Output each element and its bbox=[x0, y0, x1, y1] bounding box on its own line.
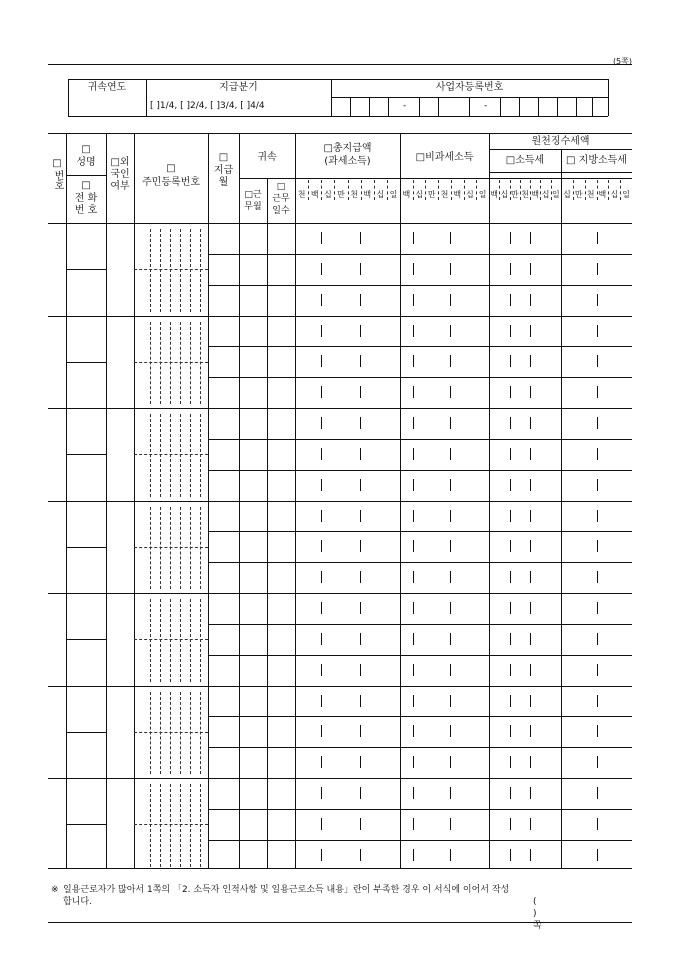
amount-separator-tick bbox=[450, 818, 451, 830]
amount-separator-tick bbox=[510, 756, 511, 768]
amount-separator-tick bbox=[321, 325, 322, 337]
amount-separator-tick bbox=[413, 355, 414, 367]
amount-separator-tick bbox=[360, 294, 361, 306]
amount-separator-tick bbox=[360, 232, 361, 244]
resident-id-digit-line bbox=[200, 507, 201, 590]
amount-separator-tick bbox=[450, 417, 451, 429]
quarter-options[interactable]: [ ]1/4, [ ]2/4, [ ]3/4, [ ]4/4 bbox=[150, 101, 265, 111]
amount-separator-tick bbox=[413, 849, 414, 861]
amount-separator-tick bbox=[413, 540, 414, 552]
footnote-star: ※ bbox=[51, 885, 59, 895]
digit-label-income-tax: 십 bbox=[500, 190, 509, 199]
amount-separator-tick bbox=[450, 664, 451, 676]
table-row-separator bbox=[48, 316, 632, 317]
resident-id-split bbox=[134, 362, 208, 363]
amount-separator-tick bbox=[360, 325, 361, 337]
amount-separator-tick bbox=[510, 540, 511, 552]
amount-separator-tick bbox=[597, 787, 598, 799]
workmonth-label-1: □근 bbox=[244, 190, 262, 200]
amount-separator-tick bbox=[510, 787, 511, 799]
amount-separator-tick bbox=[321, 818, 322, 830]
resident-id-digit-line bbox=[200, 599, 201, 682]
number-label: 번호 bbox=[52, 170, 63, 190]
paymonth-checkbox: □ bbox=[218, 152, 229, 163]
sub-row-line bbox=[208, 531, 632, 532]
paymonth-label-1: 지급 bbox=[213, 165, 234, 176]
digit-label-total-pay: 백 bbox=[363, 190, 372, 199]
resident-id-digit-line bbox=[200, 414, 201, 497]
name-phone-split bbox=[66, 732, 106, 733]
amount-separator-tick bbox=[413, 263, 414, 275]
biz-reg-dash-2: - bbox=[484, 101, 488, 111]
amount-separator-tick bbox=[413, 325, 414, 337]
amount-separator-tick bbox=[321, 294, 322, 306]
biz-reg-dash-1: - bbox=[403, 101, 407, 111]
amount-separator-tick bbox=[450, 325, 451, 337]
resident-id-split bbox=[134, 824, 208, 825]
amount-separator-tick bbox=[360, 849, 361, 861]
amount-separator-tick bbox=[321, 633, 322, 645]
resident-id-digit-line bbox=[180, 599, 181, 682]
local-tax-label: □ 지방소득세 bbox=[566, 155, 627, 166]
foreign-label-1 bbox=[106, 157, 134, 169]
amount-separator-tick bbox=[360, 448, 361, 460]
digit-label-local-tax: 십 bbox=[563, 190, 571, 199]
digit-label-nontax: 천 bbox=[440, 190, 449, 199]
amount-separator-tick bbox=[597, 633, 598, 645]
total-pay-label-2: (과세소득) bbox=[324, 156, 371, 167]
resident-id-digit-line bbox=[150, 322, 151, 405]
amount-separator-tick bbox=[321, 540, 322, 552]
digit-label-local-tax: 만 bbox=[574, 190, 583, 199]
table-row-separator bbox=[48, 593, 632, 594]
amount-separator-tick bbox=[530, 787, 531, 799]
digit-label-total-pay: 만 bbox=[337, 190, 345, 199]
workmonth-label-2: 무월 bbox=[244, 202, 262, 212]
amount-separator-tick bbox=[321, 263, 322, 275]
resident-id-digit-line bbox=[170, 414, 171, 497]
resident-id-digit-line bbox=[150, 599, 151, 682]
resident-id-label: 주민등록번호 bbox=[142, 177, 200, 188]
foreign-label-3: 여부 bbox=[110, 181, 130, 192]
resident-id-digit-line bbox=[200, 229, 201, 312]
amount-separator-tick bbox=[413, 232, 414, 244]
amount-separator-tick bbox=[510, 386, 511, 398]
amount-separator-tick bbox=[597, 849, 598, 861]
amount-separator-tick bbox=[597, 571, 598, 583]
amount-separator-tick bbox=[510, 325, 511, 337]
amount-separator-tick bbox=[360, 263, 361, 275]
amount-separator-tick bbox=[597, 232, 598, 244]
amount-separator-tick bbox=[510, 232, 511, 244]
resident-id-digit-line bbox=[150, 414, 151, 497]
amount-separator-tick bbox=[597, 695, 598, 707]
amount-separator-tick bbox=[360, 386, 361, 398]
resident-id-digit-line bbox=[170, 784, 171, 867]
resident-id-split bbox=[134, 639, 208, 640]
amount-separator-tick bbox=[413, 695, 414, 707]
amount-separator-tick bbox=[450, 232, 451, 244]
sub-row-line bbox=[208, 470, 632, 471]
name-phone-split bbox=[66, 824, 106, 825]
amount-separator-tick bbox=[597, 602, 598, 614]
foreign-label-2: 국인 bbox=[110, 169, 130, 180]
amount-separator-tick bbox=[321, 386, 322, 398]
nontax-label: □비과세소득 bbox=[415, 152, 474, 163]
resident-id-digit-line bbox=[180, 414, 181, 497]
digit-label-income-tax: 십 bbox=[541, 190, 550, 199]
resident-id-digit-line bbox=[190, 507, 191, 590]
income-tax-label: □소득세 bbox=[505, 155, 545, 166]
foreign-checkbox: □ bbox=[110, 157, 120, 168]
name-phone-split bbox=[66, 362, 106, 363]
resident-id-digit-line bbox=[180, 507, 181, 590]
table-row-separator bbox=[48, 501, 632, 502]
digit-label-total-pay: 십 bbox=[376, 190, 385, 199]
page-number: (5쪽) bbox=[612, 57, 632, 66]
digit-label-total-pay: 천 bbox=[297, 190, 306, 199]
resident-id-digit-line bbox=[160, 229, 161, 312]
amount-separator-tick bbox=[321, 695, 322, 707]
amount-separator-tick bbox=[597, 417, 598, 429]
resident-id-digit-line bbox=[180, 229, 181, 312]
amount-separator-tick bbox=[510, 664, 511, 676]
resident-id-digit-line bbox=[200, 692, 201, 775]
amount-separator-tick bbox=[450, 355, 451, 367]
resident-id-digit-line bbox=[190, 229, 191, 312]
amount-separator-tick bbox=[510, 355, 511, 367]
sub-row-line bbox=[208, 562, 632, 563]
amount-separator-tick bbox=[510, 695, 511, 707]
amount-separator-tick bbox=[597, 818, 598, 830]
amount-separator-tick bbox=[321, 355, 322, 367]
amount-separator-tick bbox=[530, 355, 531, 367]
digit-label-income-tax: 백 bbox=[490, 190, 498, 199]
amount-separator-tick bbox=[360, 787, 361, 799]
resident-id-digit-line bbox=[170, 599, 171, 682]
amount-separator-tick bbox=[597, 355, 598, 367]
phone-label-1: 전 화 bbox=[74, 193, 98, 204]
sub-row-line bbox=[208, 439, 632, 440]
amount-separator-tick bbox=[597, 294, 598, 306]
amount-separator-tick bbox=[530, 664, 531, 676]
resident-id-digit-line bbox=[180, 784, 181, 867]
amount-separator-tick bbox=[321, 756, 322, 768]
digit-label-income-tax: 일 bbox=[551, 190, 560, 199]
resident-id-split bbox=[134, 454, 208, 455]
table-row-separator bbox=[48, 408, 632, 409]
number-header bbox=[48, 158, 66, 194]
resident-id-digit-line bbox=[160, 414, 161, 497]
amount-separator-tick bbox=[530, 325, 531, 337]
resident-id-split bbox=[134, 269, 208, 270]
digit-label-income-tax: 백 bbox=[531, 190, 540, 199]
amount-separator-tick bbox=[450, 448, 451, 460]
amount-separator-tick bbox=[450, 571, 451, 583]
resident-id-digit-line bbox=[150, 507, 151, 590]
amount-separator-tick bbox=[510, 571, 511, 583]
resident-id-digit-line bbox=[180, 692, 181, 775]
amount-separator-tick bbox=[450, 602, 451, 614]
amount-separator-tick bbox=[413, 664, 414, 676]
phone-label-2: 번 호 bbox=[74, 205, 98, 216]
amount-separator-tick bbox=[450, 479, 451, 491]
sub-row-line bbox=[208, 655, 632, 656]
amount-separator-tick bbox=[510, 633, 511, 645]
amount-separator-tick bbox=[360, 664, 361, 676]
amount-separator-tick bbox=[450, 756, 451, 768]
paymonth-label-2: 월 bbox=[218, 177, 229, 188]
amount-separator-tick bbox=[360, 756, 361, 768]
withholding-label: 원천징수세액 bbox=[531, 136, 590, 147]
year-label: 귀속연도 bbox=[87, 82, 127, 93]
digit-label-total-pay: 십 bbox=[323, 190, 332, 199]
digit-label-nontax: 백 bbox=[453, 190, 462, 199]
amount-separator-tick bbox=[321, 787, 322, 799]
amount-separator-tick bbox=[510, 725, 511, 737]
amount-separator-tick bbox=[450, 695, 451, 707]
amount-separator-tick bbox=[510, 479, 511, 491]
workdays-label-1: 근무 bbox=[272, 194, 290, 204]
table-row-separator bbox=[48, 686, 632, 687]
sub-row-line bbox=[208, 840, 632, 841]
amount-separator-tick bbox=[530, 849, 531, 861]
amount-separator-tick bbox=[413, 448, 414, 460]
amount-separator-tick bbox=[321, 664, 322, 676]
amount-separator-tick bbox=[413, 479, 414, 491]
amount-separator-tick bbox=[321, 602, 322, 614]
sub-row-line bbox=[208, 285, 632, 286]
amount-separator-tick bbox=[360, 540, 361, 552]
sub-row-line bbox=[208, 377, 632, 378]
amount-separator-tick bbox=[321, 232, 322, 244]
amount-separator-tick bbox=[530, 818, 531, 830]
footnote-line-2: 합니다. bbox=[63, 897, 92, 907]
amount-separator-tick bbox=[450, 849, 451, 861]
number-checkbox: □ bbox=[52, 158, 62, 169]
resident-id-digit-line bbox=[160, 784, 161, 867]
amount-separator-tick bbox=[597, 510, 598, 522]
amount-separator-tick bbox=[413, 818, 414, 830]
amount-separator-tick bbox=[450, 510, 451, 522]
resident-id-digit-line bbox=[190, 784, 191, 867]
sub-row-line bbox=[208, 747, 632, 748]
name-label: 성명 bbox=[76, 157, 96, 168]
resident-id-digit-line bbox=[150, 229, 151, 312]
sub-row-line bbox=[208, 716, 632, 717]
resident-id-digit-line bbox=[190, 414, 191, 497]
digit-label-income-tax: 만 bbox=[510, 190, 519, 199]
amount-separator-tick bbox=[597, 325, 598, 337]
sub-row-line bbox=[208, 809, 632, 810]
amount-separator-tick bbox=[321, 417, 322, 429]
amount-separator-tick bbox=[597, 725, 598, 737]
amount-separator-tick bbox=[530, 756, 531, 768]
amount-separator-tick bbox=[413, 417, 414, 429]
name-phone-split bbox=[66, 454, 106, 455]
amount-separator-tick bbox=[510, 417, 511, 429]
amount-separator-tick bbox=[360, 510, 361, 522]
quarter-label: 지급분기 bbox=[219, 82, 258, 93]
amount-separator-tick bbox=[413, 725, 414, 737]
amount-separator-tick bbox=[597, 386, 598, 398]
amount-separator-tick bbox=[321, 479, 322, 491]
amount-separator-tick bbox=[530, 540, 531, 552]
resident-id-digit-line bbox=[190, 322, 191, 405]
amount-separator-tick bbox=[360, 355, 361, 367]
name-phone-split bbox=[66, 269, 106, 270]
amount-separator-tick bbox=[597, 756, 598, 768]
amount-separator-tick bbox=[510, 263, 511, 275]
amount-separator-tick bbox=[530, 294, 531, 306]
phone-checkbox: □ bbox=[81, 180, 91, 191]
name-phone-split bbox=[66, 639, 106, 640]
amount-separator-tick bbox=[597, 664, 598, 676]
amount-separator-tick bbox=[360, 818, 361, 830]
amount-separator-tick bbox=[413, 386, 414, 398]
amount-separator-tick bbox=[360, 633, 361, 645]
amount-separator-tick bbox=[510, 849, 511, 861]
amount-separator-tick bbox=[450, 294, 451, 306]
amount-separator-tick bbox=[321, 849, 322, 861]
amount-separator-tick bbox=[530, 386, 531, 398]
resident-id-digit-line bbox=[200, 784, 201, 867]
resident-id-digit-line bbox=[150, 784, 151, 867]
resident-id-digit-line bbox=[170, 322, 171, 405]
amount-separator-tick bbox=[360, 602, 361, 614]
digit-label-income-tax: 천 bbox=[521, 190, 529, 199]
resident-id-digit-line bbox=[170, 229, 171, 312]
sub-row-line bbox=[208, 254, 632, 255]
digit-label-local-tax: 일 bbox=[622, 190, 630, 199]
amount-separator-tick bbox=[530, 571, 531, 583]
workdays-label-2: 일수 bbox=[272, 206, 290, 216]
amount-separator-tick bbox=[413, 633, 414, 645]
resident-id-digit-line bbox=[150, 692, 151, 775]
amount-separator-tick bbox=[450, 725, 451, 737]
resident-id-digit-line bbox=[200, 322, 201, 405]
digit-label-total-pay: 백 bbox=[310, 190, 319, 199]
amount-separator-tick bbox=[530, 602, 531, 614]
digit-label-total-pay: 천 bbox=[350, 190, 358, 199]
amount-separator-tick bbox=[413, 602, 414, 614]
resident-id-digit-line bbox=[170, 507, 171, 590]
amount-separator-tick bbox=[597, 540, 598, 552]
total-pay-label-1: □총지급액 bbox=[323, 143, 372, 154]
amount-separator-tick bbox=[597, 479, 598, 491]
amount-separator-tick bbox=[360, 417, 361, 429]
amount-separator-tick bbox=[530, 263, 531, 275]
workdays-checkbox: □ bbox=[276, 182, 286, 192]
sub-row-line bbox=[208, 346, 632, 347]
footnote bbox=[51, 884, 542, 931]
amount-separator-tick bbox=[530, 232, 531, 244]
amount-separator-tick bbox=[450, 386, 451, 398]
digit-label-local-tax: 백 bbox=[598, 190, 607, 199]
digit-label-local-tax: 천 bbox=[586, 190, 595, 199]
amount-separator-tick bbox=[450, 787, 451, 799]
foreign-text-1: 외 bbox=[119, 157, 130, 168]
amount-separator-tick bbox=[510, 602, 511, 614]
digit-label-nontax: 일 bbox=[478, 190, 487, 199]
amount-separator-tick bbox=[530, 417, 531, 429]
footnote-line-1: 일용근로자가 많아서 1쪽의 「2. 소득자 인적사항 및 일용근로소득 내용」란이 부족한 경우 이 서식에 이어서 작성 bbox=[63, 885, 510, 895]
amount-separator-tick bbox=[450, 633, 451, 645]
resident-id-digit-line bbox=[160, 599, 161, 682]
amount-separator-tick bbox=[321, 448, 322, 460]
amount-separator-tick bbox=[321, 510, 322, 522]
amount-separator-tick bbox=[597, 448, 598, 460]
resident-id-split bbox=[134, 732, 208, 733]
resident-id-digit-line bbox=[160, 507, 161, 590]
amount-separator-tick bbox=[360, 571, 361, 583]
amount-separator-tick bbox=[321, 725, 322, 737]
digit-label-local-tax: 십 bbox=[610, 190, 619, 199]
amount-separator-tick bbox=[510, 510, 511, 522]
amount-separator-tick bbox=[530, 725, 531, 737]
amount-separator-tick bbox=[413, 294, 414, 306]
resident-id-digit-line bbox=[170, 692, 171, 775]
amount-separator-tick bbox=[413, 571, 414, 583]
amount-separator-tick bbox=[360, 479, 361, 491]
resident-id-digit-line bbox=[160, 322, 161, 405]
resident-id-digit-line bbox=[190, 692, 191, 775]
amount-separator-tick bbox=[413, 510, 414, 522]
amount-separator-tick bbox=[510, 294, 511, 306]
digit-label-total-pay: 일 bbox=[389, 190, 398, 199]
belong-label: 귀속 bbox=[257, 152, 277, 163]
amount-separator-tick bbox=[530, 633, 531, 645]
amount-separator-tick bbox=[450, 540, 451, 552]
amount-separator-tick bbox=[530, 510, 531, 522]
table-row-separator bbox=[48, 778, 632, 779]
name-phone-split bbox=[66, 547, 106, 548]
amount-separator-tick bbox=[360, 725, 361, 737]
digit-label-nontax: 십 bbox=[466, 190, 474, 199]
resident-id-digit-line bbox=[160, 692, 161, 775]
amount-separator-tick bbox=[321, 571, 322, 583]
digit-label-nontax: 십 bbox=[415, 190, 423, 199]
amount-separator-tick bbox=[413, 756, 414, 768]
resident-id-digit-line bbox=[190, 599, 191, 682]
footnote-page-ref: ( )쪽 bbox=[533, 897, 542, 931]
amount-separator-tick bbox=[530, 479, 531, 491]
amount-separator-tick bbox=[597, 263, 598, 275]
resident-id-split bbox=[134, 547, 208, 548]
name-checkbox: □ bbox=[81, 144, 91, 155]
sub-row-line bbox=[208, 624, 632, 625]
amount-separator-tick bbox=[510, 448, 511, 460]
amount-separator-tick bbox=[530, 448, 531, 460]
amount-separator-tick bbox=[413, 787, 414, 799]
amount-separator-tick bbox=[530, 695, 531, 707]
amount-separator-tick bbox=[450, 263, 451, 275]
biz-reg-label: 사업자등록번호 bbox=[435, 82, 504, 93]
resident-id-digit-line bbox=[180, 322, 181, 405]
resident-id-checkbox: □ bbox=[166, 163, 176, 174]
digit-label-nontax: 만 bbox=[427, 190, 436, 199]
amount-separator-tick bbox=[510, 818, 511, 830]
digit-label-nontax: 백 bbox=[402, 190, 411, 199]
amount-separator-tick bbox=[360, 695, 361, 707]
